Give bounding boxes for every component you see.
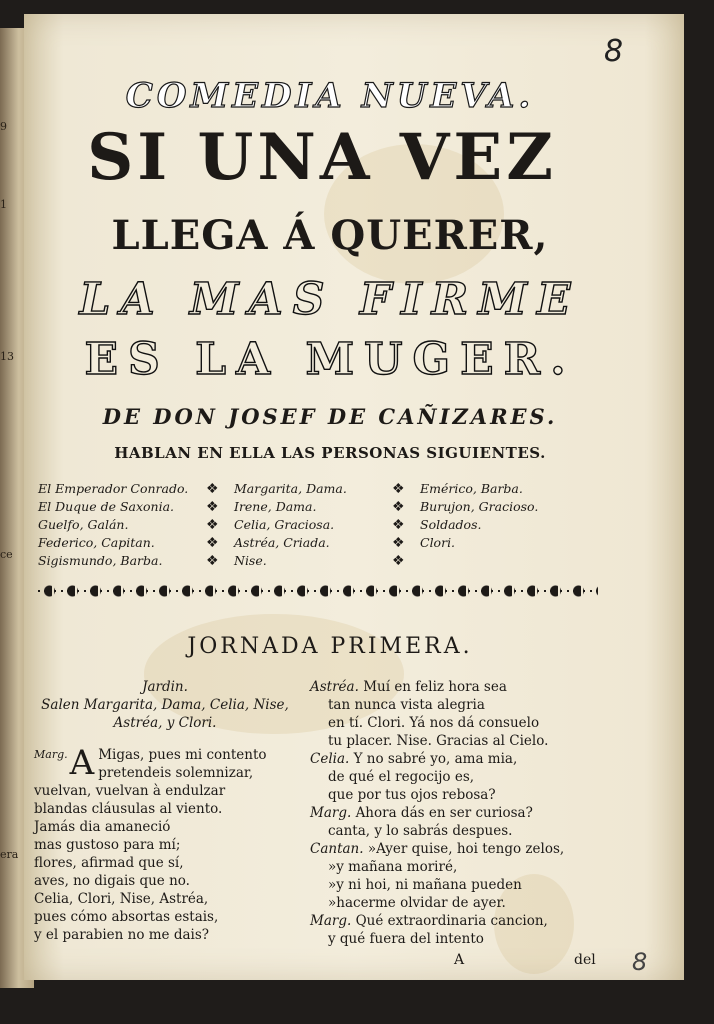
verse-text: y qué fuera del intento: [328, 931, 484, 947]
verse-text: Muí en feliz hora sea: [363, 679, 507, 695]
verse-text: »y mañana moriré,: [328, 859, 458, 875]
verse-line: y el parabien no me dais?: [34, 927, 210, 943]
stage-direction: Salen Margarita, Dama, Celia, Nise,: [41, 697, 289, 713]
cast-member: El Emperador Conrado.: [38, 481, 189, 496]
cast-list-column-1: [38, 480, 188, 570]
verse-line: [310, 804, 564, 822]
verse-text: »hacerme olvidar de ayer.: [328, 895, 506, 911]
verse-line: pues cómo absortas estais,: [34, 909, 219, 925]
page-number: 8: [604, 34, 624, 69]
verse-line: [310, 678, 564, 696]
act-title: JORNADA PRIMERA.: [187, 634, 473, 659]
cast-member: Nise.: [234, 553, 267, 568]
cast-list-column-2: [234, 480, 347, 570]
document-page: [24, 14, 684, 980]
cast-member: Federico, Capitan.: [38, 535, 155, 550]
cast-member: Astréa, Criada.: [234, 535, 330, 550]
verse-text: tu placer. Nise. Gracias al Cielo.: [328, 733, 549, 749]
verse-line: [310, 912, 564, 930]
verse-line: [310, 732, 564, 750]
speaker-label: Marg.: [34, 748, 68, 761]
signature-mark: A: [454, 952, 465, 968]
verse-text: »Ayer quise, hoi tengo zelos,: [367, 841, 565, 857]
cast-member: Irene, Dama.: [234, 499, 317, 514]
cast-member: Emérico, Barba.: [420, 481, 523, 496]
verse-line: [310, 930, 564, 948]
verse-text: tan nunca vista alegria: [328, 697, 485, 713]
cast-ornament-divider-icon: ❖ ❖ ❖ ❖ ❖: [392, 481, 405, 569]
cast-list-column-3: [420, 480, 538, 552]
verse-text: canta, y lo sabrás despues.: [328, 823, 513, 839]
speaker-label: Marg.: [310, 805, 352, 821]
catchword: del: [574, 952, 596, 968]
verse-line: [310, 696, 564, 714]
verse-line: [310, 750, 564, 768]
cast-member: Clori.: [420, 535, 456, 550]
verse-text: en tí. Clori. Yá nos dá consuelo: [328, 715, 540, 731]
text-column-left: [34, 678, 296, 944]
verse-text: Qué extraordinaria cancion,: [355, 913, 548, 929]
speaker-label: Celia.: [310, 751, 350, 767]
cast-member: Soldados.: [420, 517, 482, 532]
speaker-label: Astréa.: [310, 679, 359, 695]
verse-line: [310, 822, 564, 840]
verse-text: de qué el regocijo es,: [328, 769, 475, 785]
verse-line: [310, 768, 564, 786]
ornamental-border-icon: [38, 584, 598, 598]
verse-line: Celia, Clori, Nise, Astréa,: [34, 891, 209, 907]
verse-line: [310, 876, 564, 894]
title-main-line: SI UNA VEZ: [87, 120, 557, 195]
left-page-fragment: era: [0, 848, 19, 861]
left-page-fragment: ce: [0, 548, 13, 561]
verse-line: vuelvan, vuelvan à endulzar: [34, 783, 226, 799]
verse-line: [310, 714, 564, 732]
cast-member: Guelfo, Galán.: [38, 517, 129, 532]
verse-line: [310, 786, 564, 804]
verse-line: aves, no digais que no.: [34, 873, 190, 889]
title-fourth-line: ES LA MUGER.: [84, 334, 576, 385]
verse-line: Migas, pues mi contento: [98, 747, 267, 763]
title-third-line: LA MAS FIRME: [79, 274, 581, 325]
cast-member: Burujon, Gracioso.: [420, 499, 539, 514]
drop-cap: A: [69, 743, 95, 783]
verse-line: mas gustoso para mí;: [34, 837, 181, 853]
left-page-fragment: 1: [0, 198, 7, 211]
title-second-line: LLEGA Á QUERER,: [111, 212, 549, 259]
speaker-label: Marg.: [310, 913, 352, 929]
verse-text: »y ni hoi, ni mañana pueden: [328, 877, 522, 893]
text-column-right: [310, 678, 564, 948]
scene-place: Jardin.: [142, 679, 188, 695]
cast-member: Celia, Graciosa.: [234, 517, 335, 532]
title-comedia-nueva: COMEDIA NUEVA.: [125, 76, 535, 116]
verse-line: Jamás dia amaneció: [34, 819, 171, 835]
handwritten-page-mark: 8: [632, 948, 648, 976]
speakers-heading: HABLAN EN ELLA LAS PERSONAS SIGUIENTES.: [114, 444, 546, 462]
left-page-fragment: 9: [0, 120, 7, 133]
cast-member: El Duque de Saxonia.: [38, 499, 175, 514]
verse-line: pretendeis solemnizar,: [98, 765, 254, 781]
verse-line: [310, 894, 564, 912]
verse-text: que por tus ojos rebosa?: [328, 787, 496, 803]
verse-text: Y no sabré yo, ama mia,: [353, 751, 518, 767]
verse-line: blandas cláusulas al viento.: [34, 801, 223, 817]
author-line: DE DON JOSEF DE CAÑIZARES.: [102, 404, 558, 429]
cast-member: Sigismundo, Barba.: [38, 553, 163, 568]
cast-member: Margarita, Dama.: [234, 481, 347, 496]
verse-line: flores, afirmad que sí,: [34, 855, 184, 871]
speaker-label: Cantan.: [310, 841, 364, 857]
verse-line: [310, 840, 564, 858]
left-page-fragment: 13: [0, 350, 14, 363]
cast-ornament-divider-icon: ❖ ❖ ❖ ❖ ❖: [206, 481, 219, 569]
stage-direction: Astréa, y Clori.: [113, 715, 217, 731]
verse-line: [310, 858, 564, 876]
verse-text: Ahora dás en ser curiosa?: [355, 805, 533, 821]
